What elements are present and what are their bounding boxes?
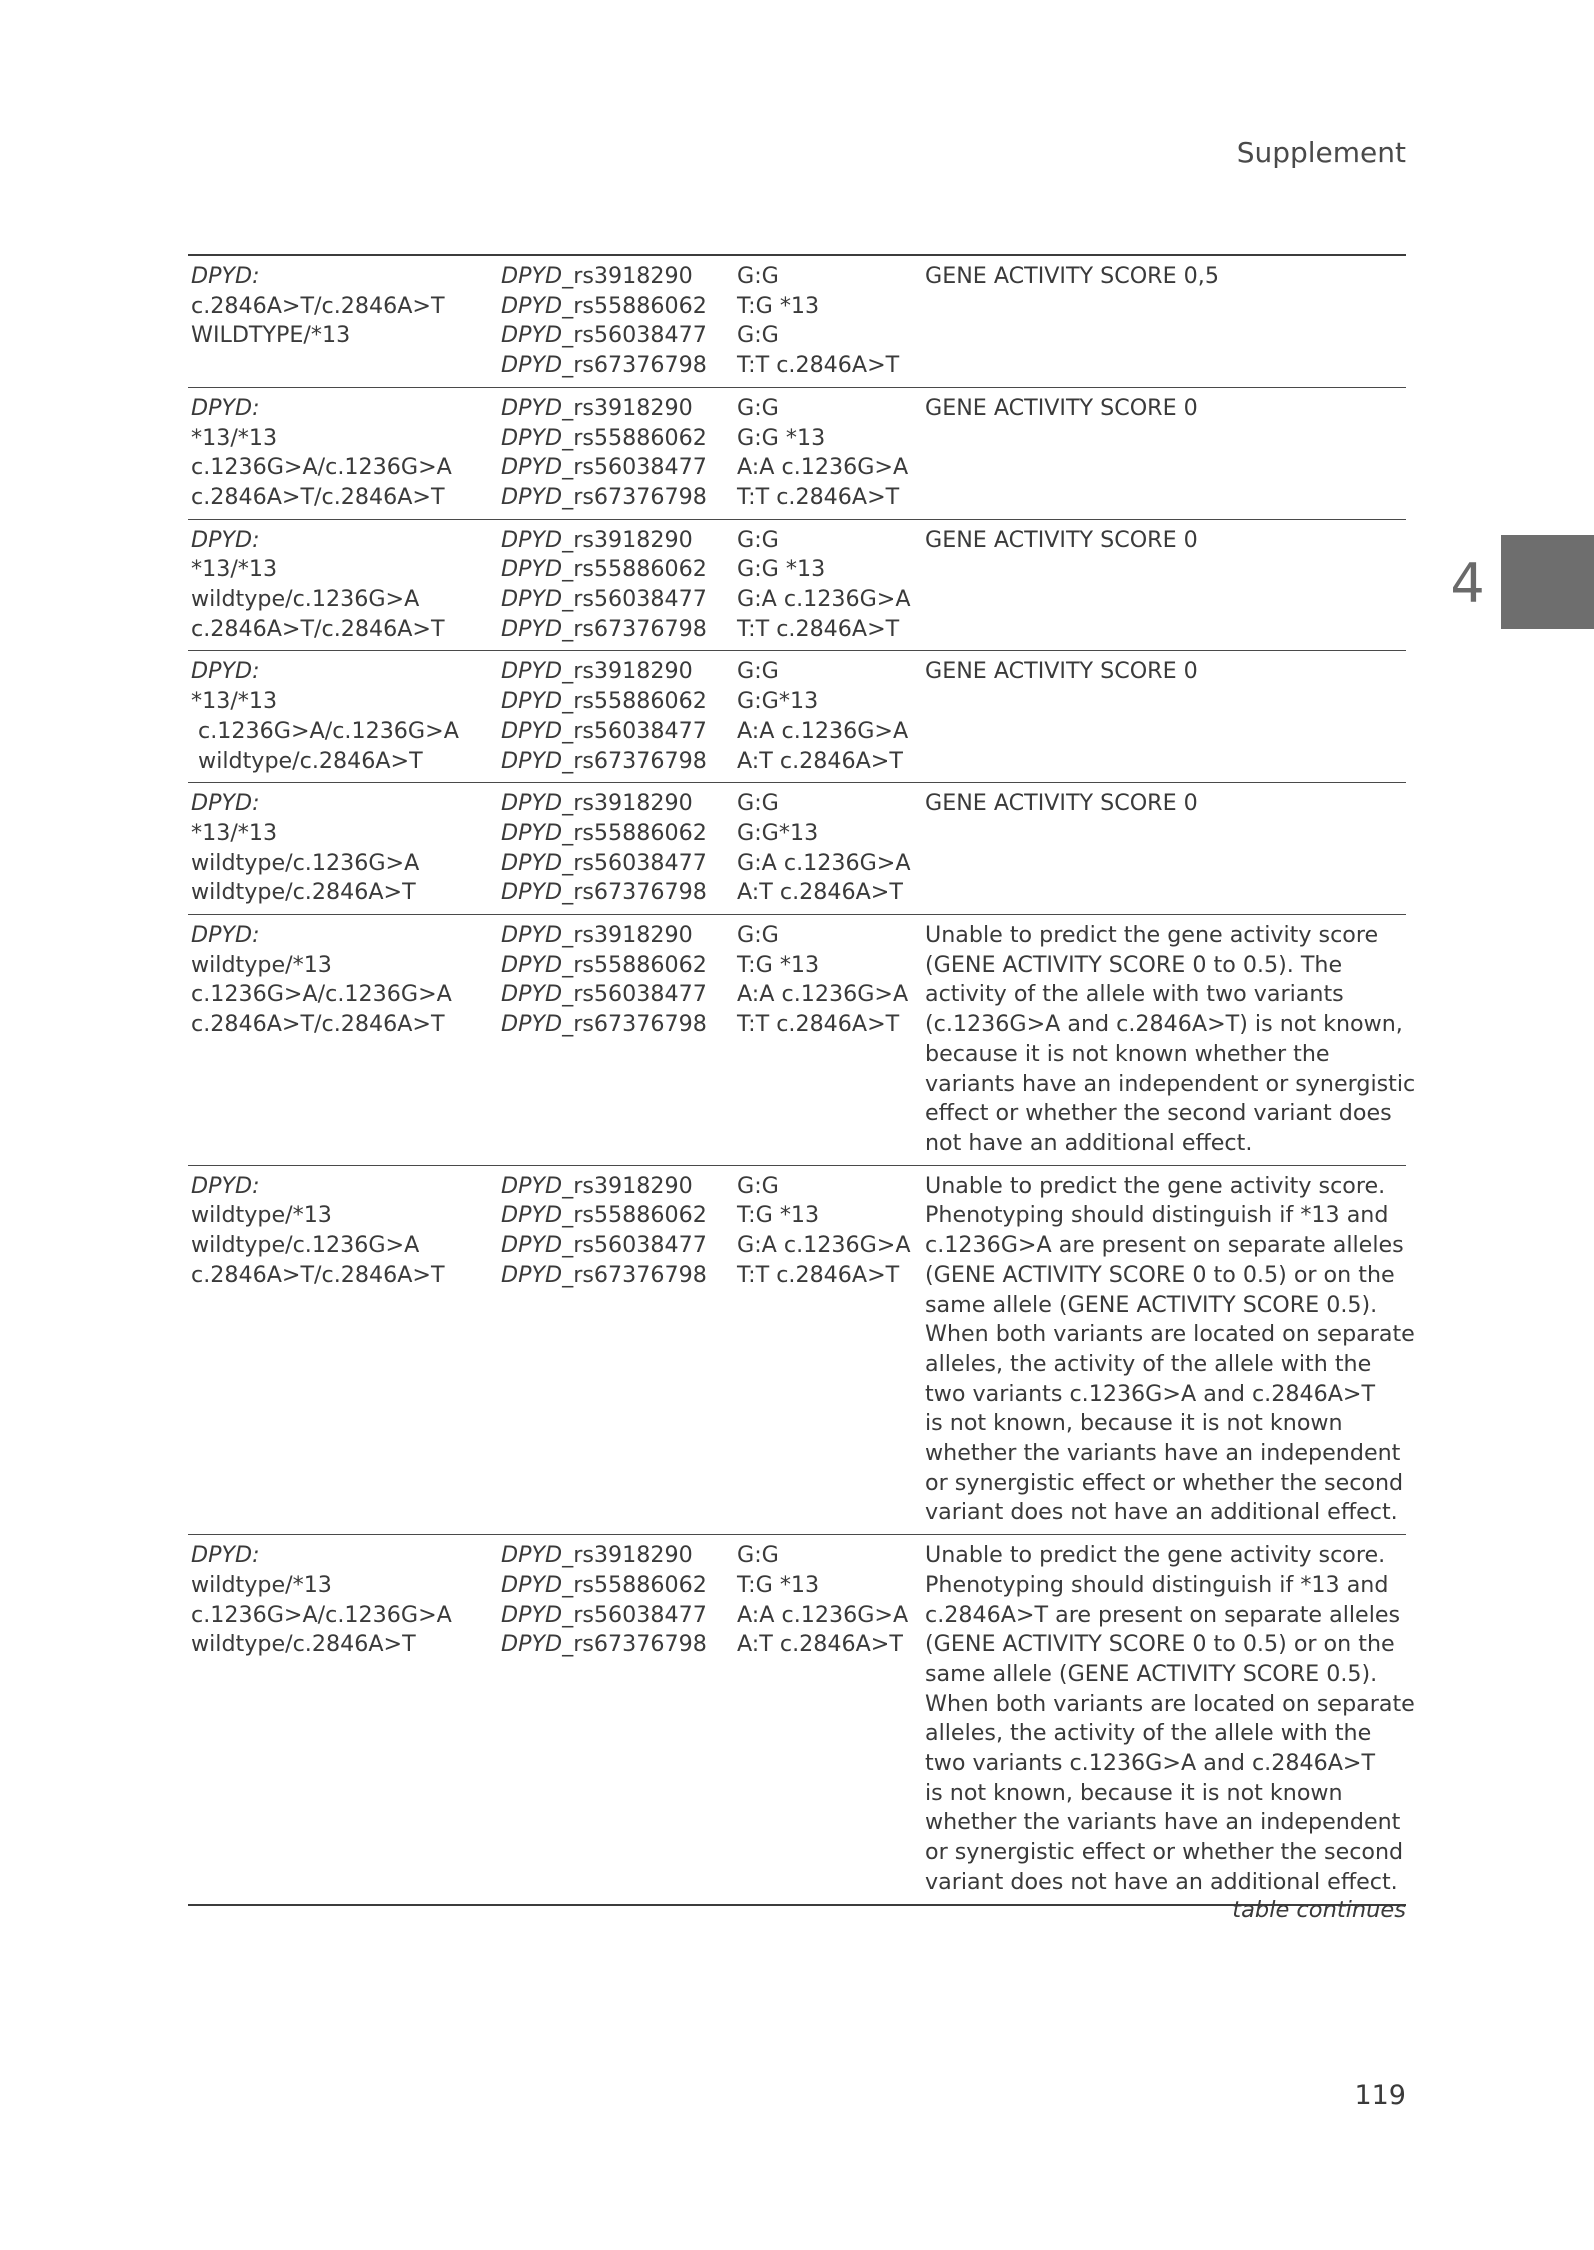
separator: _: [562, 483, 574, 510]
phenotype-cell: [188, 921, 501, 1159]
snp-id: rs67376798: [573, 483, 707, 510]
score-cell: [925, 1541, 1415, 1897]
gene-prefix: DPYD: [501, 717, 563, 744]
snp-id: rs56038477: [573, 1601, 707, 1628]
snp-id: rs67376798: [573, 352, 707, 379]
genotype-line: G:G: [737, 790, 779, 817]
snp-line: [501, 819, 737, 849]
snp-id: rs56038477: [573, 454, 707, 481]
snp-cell: [501, 789, 737, 908]
snp-line: [501, 1601, 737, 1631]
score-cell: [925, 262, 1405, 381]
separator: _: [562, 424, 574, 451]
snp-line: [501, 1261, 737, 1291]
snp-id: rs56038477: [573, 1232, 707, 1259]
genotype-line: A:A c.1236G>A: [737, 454, 909, 481]
genotype-line: G:G: [737, 526, 779, 553]
gene-name: DPYD:: [191, 394, 260, 421]
snp-line: [501, 615, 737, 645]
gene-prefix: DPYD: [501, 747, 563, 774]
separator: _: [562, 790, 574, 817]
separator: _: [562, 981, 574, 1008]
genotype-line: G:G *13: [737, 556, 826, 583]
gene-prefix: DPYD: [501, 688, 563, 715]
phenotype-line: wildtype/c.2846A>T: [191, 747, 423, 774]
snp-id: rs3918290: [573, 922, 693, 949]
genotype-cell: [737, 789, 925, 908]
score-line: Phenotyping should distinguish if *13 and: [925, 1202, 1389, 1229]
genotype-line: A:A c.1236G>A: [737, 1601, 909, 1628]
snp-line: [501, 292, 737, 322]
gene-prefix: DPYD: [501, 483, 563, 510]
phenotype-line: *13/*13: [191, 556, 278, 583]
gene-prefix: DPYD: [501, 922, 563, 949]
phenotype-line: c.2846A>T/c.2846A>T: [191, 292, 445, 319]
snp-id: rs67376798: [573, 1261, 707, 1288]
phenotype-line: [191, 789, 501, 819]
phenotype-line: *13/*13: [191, 819, 278, 846]
snp-id: rs55886062: [573, 819, 707, 846]
separator: _: [562, 1011, 574, 1038]
separator: _: [562, 526, 574, 553]
score-line: (GENE ACTIVITY SCORE 0 to 0.5) or on the: [925, 1261, 1395, 1288]
genotype-table: [188, 254, 1416, 1906]
table-row: [188, 256, 1406, 388]
separator: _: [562, 1202, 574, 1229]
separator: _: [562, 1172, 574, 1199]
score-line: two variants c.1236G>A and c.2846A>T: [925, 1380, 1376, 1407]
phenotype-line: c.1236G>A/c.1236G>A: [191, 981, 452, 1008]
phenotype-line: wildtype/c.1236G>A: [191, 849, 420, 876]
genotype-line: A:T c.2846A>T: [737, 747, 903, 774]
score-line: because it is not known whether the: [925, 1040, 1330, 1067]
separator: _: [562, 454, 574, 481]
snp-line: [501, 351, 737, 381]
gene-prefix: DPYD: [501, 1542, 563, 1569]
phenotype-line: wildtype/*13: [191, 951, 332, 978]
snp-line: [501, 453, 737, 483]
separator: _: [562, 352, 574, 379]
genotype-line: T:T c.2846A>T: [737, 352, 900, 379]
score-line: Unable to predict the gene activity score: [925, 922, 1379, 949]
snp-id: rs67376798: [573, 879, 707, 906]
gene-prefix: DPYD: [501, 849, 563, 876]
genotype-line: G:G: [737, 1172, 779, 1199]
gene-prefix: DPYD: [501, 454, 563, 481]
genotype-cell: [737, 1541, 925, 1897]
table-row: [188, 388, 1406, 520]
snp-line: [501, 262, 737, 292]
snp-id: rs55886062: [573, 292, 707, 319]
separator: _: [562, 556, 574, 583]
gene-prefix: DPYD: [501, 322, 563, 349]
separator: _: [562, 849, 574, 876]
score-line: When both variants are located on separate: [925, 1690, 1415, 1717]
score-line: GENE ACTIVITY SCORE 0: [925, 790, 1198, 817]
gene-prefix: DPYD: [501, 1601, 563, 1628]
score-line: (c.1236G>A and c.2846A>T) is not known,: [925, 1011, 1403, 1038]
separator: _: [562, 1542, 574, 1569]
snp-cell: [501, 262, 737, 381]
phenotype-line: wildtype/c.1236G>A: [191, 586, 420, 613]
genotype-line: G:G: [737, 394, 779, 421]
score-line: same allele (GENE ACTIVITY SCORE 0.5).: [925, 1291, 1378, 1318]
snp-id: rs55886062: [573, 424, 707, 451]
running-header: Supplement: [1236, 136, 1406, 169]
phenotype-line: c.1236G>A/c.1236G>A: [191, 1601, 452, 1628]
gene-prefix: DPYD: [501, 526, 563, 553]
snp-cell: [501, 1541, 737, 1897]
phenotype-cell: [188, 1172, 501, 1528]
score-line: two variants c.1236G>A and c.2846A>T: [925, 1750, 1376, 1777]
genotype-cell: [737, 394, 925, 513]
score-line: activity of the allele with two variants: [925, 981, 1344, 1008]
snp-cell: [501, 921, 737, 1159]
snp-id: rs3918290: [573, 263, 693, 289]
separator: _: [562, 263, 574, 289]
gene-prefix: DPYD: [501, 352, 563, 379]
score-line: c.1236G>A are present on separate alleles: [925, 1232, 1404, 1259]
snp-line: [501, 789, 737, 819]
genotype-cell: [737, 262, 925, 381]
genotype-line: T:G *13: [737, 292, 820, 319]
score-line: c.2846A>T are present on separate alleles: [925, 1601, 1401, 1628]
snp-line: [501, 1541, 737, 1571]
separator: _: [562, 747, 574, 774]
phenotype-line: wildtype/c.2846A>T: [191, 879, 416, 906]
separator: _: [562, 1571, 574, 1598]
gene-prefix: DPYD: [501, 1261, 563, 1288]
genotype-line: G:G: [737, 1542, 779, 1569]
genotype-line: G:G: [737, 658, 779, 685]
score-line: effect or whether the second variant does: [925, 1100, 1392, 1127]
snp-id: rs3918290: [573, 394, 693, 421]
genotype-line: G:G: [737, 922, 779, 949]
snp-id: rs56038477: [573, 586, 707, 613]
score-line: not have an additional effect.: [925, 1129, 1253, 1156]
genotype-line: T:T c.2846A>T: [737, 615, 900, 642]
score-line: alleles, the activity of the allele with the: [925, 1720, 1372, 1747]
score-line: When both variants are located on separate: [925, 1321, 1415, 1348]
score-cell: [925, 1172, 1415, 1528]
phenotype-line: [191, 921, 501, 951]
snp-id: rs3918290: [573, 658, 693, 685]
snp-id: rs55886062: [573, 688, 707, 715]
snp-line: [501, 526, 737, 556]
snp-line: [501, 687, 737, 717]
snp-line: [501, 717, 737, 747]
genotype-line: G:G: [737, 263, 779, 289]
score-line: same allele (GENE ACTIVITY SCORE 0.5).: [925, 1660, 1378, 1687]
gene-prefix: DPYD: [501, 951, 563, 978]
snp-id: rs55886062: [573, 1202, 707, 1229]
score-line: GENE ACTIVITY SCORE 0: [925, 394, 1198, 421]
snp-line: [501, 921, 737, 951]
score-line: Unable to predict the gene activity score.: [925, 1172, 1386, 1199]
gene-prefix: DPYD: [501, 615, 563, 642]
gene-name: DPYD:: [191, 263, 260, 289]
score-cell: [925, 394, 1405, 513]
gene-prefix: DPYD: [501, 1571, 563, 1598]
score-cell: [925, 657, 1405, 776]
separator: _: [562, 819, 574, 846]
score-line: (GENE ACTIVITY SCORE 0 to 0.5) or on the: [925, 1631, 1395, 1658]
snp-line: [501, 747, 737, 777]
snp-id: rs3918290: [573, 526, 693, 553]
snp-cell: [501, 526, 737, 645]
separator: _: [562, 1601, 574, 1628]
gene-prefix: DPYD: [501, 790, 563, 817]
gene-prefix: DPYD: [501, 292, 563, 319]
snp-id: rs67376798: [573, 1631, 707, 1658]
score-line: (GENE ACTIVITY SCORE 0 to 0.5). The: [925, 951, 1343, 978]
score-cell: [925, 789, 1405, 908]
gene-name: DPYD:: [191, 922, 260, 949]
snp-line: [501, 1010, 737, 1040]
score-line: whether the variants have an independent: [925, 1440, 1401, 1467]
score-line: Unable to predict the gene activity score.: [925, 1542, 1386, 1569]
score-line: is not known, because it is not known: [925, 1779, 1343, 1806]
phenotype-line: wildtype/*13: [191, 1571, 332, 1598]
snp-line: [501, 394, 737, 424]
gene-prefix: DPYD: [501, 263, 563, 289]
table-row: [188, 1535, 1415, 1905]
phenotype-line: [191, 1541, 501, 1571]
separator: _: [562, 586, 574, 613]
gene-prefix: DPYD: [501, 879, 563, 906]
snp-line: [501, 1172, 737, 1202]
genotype-line: T:G *13: [737, 951, 820, 978]
gene-prefix: DPYD: [501, 586, 563, 613]
phenotype-line: wildtype/c.2846A>T: [191, 1631, 416, 1658]
gene-prefix: DPYD: [501, 658, 563, 685]
table-row: [188, 520, 1406, 652]
separator: _: [562, 658, 574, 685]
phenotype-line: [191, 1172, 501, 1202]
snp-line: [501, 951, 737, 981]
score-line: or synergistic effect or whether the second: [925, 1839, 1404, 1866]
genotype-line: A:T c.2846A>T: [737, 879, 903, 906]
phenotype-line: [191, 394, 501, 424]
snp-line: [501, 321, 737, 351]
separator: _: [562, 1232, 574, 1259]
separator: _: [562, 292, 574, 319]
snp-line: [501, 980, 737, 1010]
gene-prefix: DPYD: [501, 1202, 563, 1229]
gene-name: DPYD:: [191, 1172, 260, 1199]
separator: _: [562, 322, 574, 349]
genotype-line: T:G *13: [737, 1571, 820, 1598]
gene-name: DPYD:: [191, 790, 260, 817]
phenotype-line: wildtype/*13: [191, 1202, 332, 1229]
phenotype-line: c.2846A>T/c.2846A>T: [191, 483, 445, 510]
phenotype-line: [191, 262, 501, 292]
phenotype-line: c.1236G>A/c.1236G>A: [191, 454, 452, 481]
genotype-line: G:A c.1236G>A: [737, 1232, 911, 1259]
snp-line: [501, 657, 737, 687]
score-line: is not known, because it is not known: [925, 1410, 1343, 1437]
table-row: [188, 783, 1406, 915]
genotype-line: T:G *13: [737, 1202, 820, 1229]
score-line: GENE ACTIVITY SCORE 0,5: [925, 263, 1219, 289]
genotype-line: A:T c.2846A>T: [737, 1631, 903, 1658]
genotype-line: G:G *13: [737, 424, 826, 451]
table-row: [188, 915, 1416, 1166]
gene-name: DPYD:: [191, 658, 260, 685]
score-line: GENE ACTIVITY SCORE 0: [925, 658, 1198, 685]
phenotype-line: WILDTYPE/*13: [191, 322, 351, 349]
score-line: variants have an independent or synergistic: [925, 1070, 1416, 1097]
separator: _: [562, 688, 574, 715]
snp-id: rs56038477: [573, 322, 707, 349]
snp-id: rs67376798: [573, 747, 707, 774]
genotype-line: G:A c.1236G>A: [737, 586, 911, 613]
snp-id: rs56038477: [573, 849, 707, 876]
score-cell: [925, 526, 1405, 645]
snp-line: [501, 1630, 737, 1660]
separator: _: [562, 951, 574, 978]
genotype-line: A:A c.1236G>A: [737, 717, 909, 744]
gene-prefix: DPYD: [501, 981, 563, 1008]
gene-prefix: DPYD: [501, 1232, 563, 1259]
snp-line: [501, 555, 737, 585]
score-line: whether the variants have an independent: [925, 1809, 1401, 1836]
separator: _: [562, 1631, 574, 1658]
genotype-line: T:T c.2846A>T: [737, 1011, 900, 1038]
score-line: variant does not have an additional effect.: [925, 1499, 1398, 1526]
genotype-line: T:T c.2846A>T: [737, 1261, 900, 1288]
separator: _: [562, 922, 574, 949]
genotype-line: A:A c.1236G>A: [737, 981, 909, 1008]
snp-id: rs56038477: [573, 717, 707, 744]
snp-id: rs3918290: [573, 1172, 693, 1199]
phenotype-cell: [188, 1541, 501, 1897]
phenotype-line: c.1236G>A/c.1236G>A: [191, 717, 459, 744]
gene-prefix: DPYD: [501, 1172, 563, 1199]
genotype-line: G:G*13: [737, 688, 819, 715]
phenotype-cell: [188, 526, 501, 645]
separator: _: [562, 1261, 574, 1288]
separator: _: [562, 879, 574, 906]
genotype-line: G:G: [737, 322, 779, 349]
phenotype-line: c.2846A>T/c.2846A>T: [191, 1261, 445, 1288]
genotype-cell: [737, 1172, 925, 1528]
phenotype-cell: [188, 262, 501, 381]
snp-line: [501, 878, 737, 908]
gene-prefix: DPYD: [501, 819, 563, 846]
gene-name: DPYD:: [191, 526, 260, 553]
snp-id: rs56038477: [573, 981, 707, 1008]
phenotype-line: c.2846A>T/c.2846A>T: [191, 615, 445, 642]
snp-cell: [501, 394, 737, 513]
snp-cell: [501, 657, 737, 776]
table-row: [188, 1166, 1415, 1535]
snp-line: [501, 1231, 737, 1261]
genotype-cell: [737, 921, 925, 1159]
snp-line: [501, 849, 737, 879]
score-line: variant does not have an additional effect.: [925, 1868, 1398, 1895]
chapter-tab: [1501, 535, 1594, 629]
phenotype-line: c.2846A>T/c.2846A>T: [191, 1011, 445, 1038]
phenotype-line: *13/*13: [191, 688, 278, 715]
score-line: GENE ACTIVITY SCORE 0: [925, 526, 1198, 553]
score-line: Phenotyping should distinguish if *13 and: [925, 1571, 1389, 1598]
snp-line: [501, 1201, 737, 1231]
gene-prefix: DPYD: [501, 556, 563, 583]
genotype-cell: [737, 526, 925, 645]
score-cell: [925, 921, 1416, 1159]
phenotype-line: [191, 526, 501, 556]
snp-line: [501, 424, 737, 454]
snp-line: [501, 585, 737, 615]
phenotype-cell: [188, 657, 501, 776]
genotype-line: T:T c.2846A>T: [737, 483, 900, 510]
phenotype-cell: [188, 789, 501, 908]
snp-line: [501, 483, 737, 513]
separator: _: [562, 717, 574, 744]
phenotype-cell: [188, 394, 501, 513]
gene-prefix: DPYD: [501, 424, 563, 451]
score-line: alleles, the activity of the allele with the: [925, 1350, 1372, 1377]
genotype-cell: [737, 657, 925, 776]
gene-prefix: DPYD: [501, 1011, 563, 1038]
snp-id: rs55886062: [573, 951, 707, 978]
snp-id: rs55886062: [573, 556, 707, 583]
phenotype-line: wildtype/c.1236G>A: [191, 1232, 420, 1259]
chapter-number: 4: [1450, 552, 1485, 615]
separator: _: [562, 615, 574, 642]
gene-prefix: DPYD: [501, 394, 563, 421]
phenotype-line: [191, 657, 501, 687]
genotype-line: G:G*13: [737, 819, 819, 846]
snp-cell: [501, 1172, 737, 1528]
snp-id: rs3918290: [573, 1542, 693, 1569]
table-continues-note: table continues: [1232, 1897, 1406, 1923]
table-row: [188, 651, 1406, 783]
page-number: 119: [1354, 2080, 1406, 2111]
gene-prefix: DPYD: [501, 1631, 563, 1658]
separator: _: [562, 394, 574, 421]
genotype-line: G:A c.1236G>A: [737, 849, 911, 876]
score-line: or synergistic effect or whether the second: [925, 1469, 1404, 1496]
snp-id: rs3918290: [573, 790, 693, 817]
snp-line: [501, 1571, 737, 1601]
snp-id: rs67376798: [573, 1011, 707, 1038]
phenotype-line: *13/*13: [191, 424, 278, 451]
snp-id: rs67376798: [573, 615, 707, 642]
snp-id: rs55886062: [573, 1571, 707, 1598]
gene-name: DPYD:: [191, 1542, 260, 1569]
